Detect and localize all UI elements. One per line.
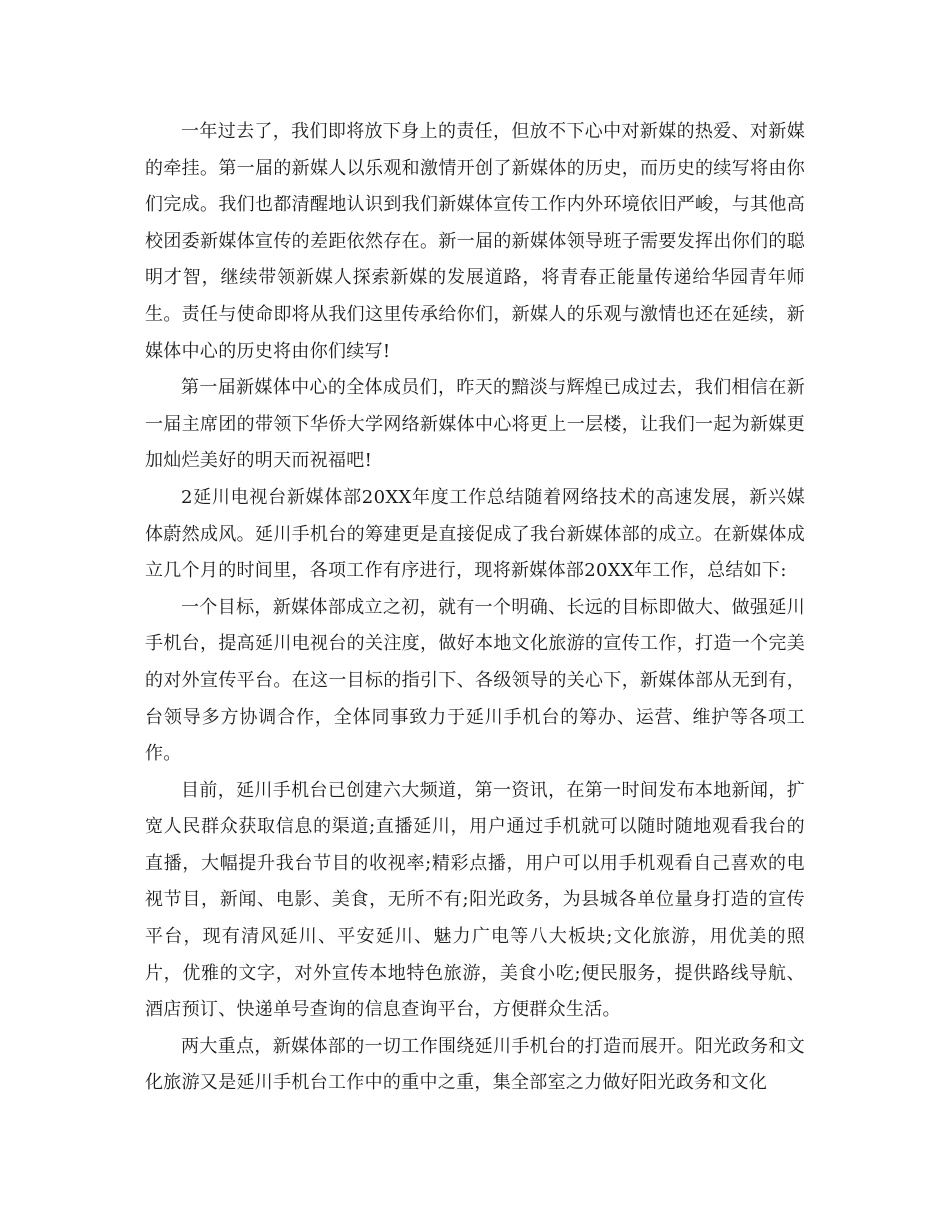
document-body: [145, 114, 805, 1102]
paragraph-1: 一年过去了，我们即将放下身上的责任，但放不下心中对新媒的热爱、对新媒的牵挂。第一届的新媒人以乐观和激情开创了新媒体的历史，而历史的续写将由你们完成。我们也都清醒地认识到我们新媒体宣传工作内外环境依旧严峻，与其他高校团委新媒体宣传的差距依然存在。新一届的新媒体领导班子需要发挥出你们的聪明才智，继续带领新媒人探索新媒的发展道路，将青春正能量传递给华园青年师生。责任与使命即将从我们这里传承给你们，新媒人的乐观与激情也还在延续，新媒体中心的历史将由你们续写!: [145, 121, 805, 362]
paragraph-5: 目前，延川手机台已创建六大频道，第一资讯，在第一时间发布本地新闻，扩宽人民群众获取信息的渠道;直播延川，用户通过手机就可以随时随地观看我台的直播，大幅提升我台节目的收视率;精彩点播，用户可以用手机观看自己喜欢的电视节目，新闻、电影、美食，无所不有;阳光政务，为县城各单位量身打造的宣传平台，现有清风延川、平安延川、魅力广电等八大板块;文化旅游，用优美的照片，优雅的文字，对外宣传本地特色旅游，美食小吃;便民服务，提供路线导航、酒店预订、快递单号查询的信息查询平台，方便群众生活。: [145, 779, 805, 1021]
paragraph-3: 2延川电视台新媒体部20XX年度工作总结随着网络技术的高速发展，新兴媒体蔚然成风。延川手机台的筹建更是直接促成了我台新媒体部的成立。在新媒体成立几个月的时间里，各项工作有序进行，现将新媒体部20XX年工作，总结如下:: [145, 486, 805, 582]
paragraph-2: 第一届新媒体中心的全体成员们，昨天的黯淡与辉煌已成过去，我们相信在新一届主席团的带领下华侨大学网络新媒体中心将更上一层楼，让我们一起为新媒更加灿烂美好的明天而祝福吧!: [145, 377, 805, 472]
paragraph-4: 一个目标，新媒体部成立之初，就有一个明确、长远的目标即做大、做强延川手机台，提高延川电视台的关注度，做好本地文化旅游的宣传工作，打造一个完美的对外宣传平台。在这一目标的指引下、各级领导的关心下，新媒体部从无到有，台领导多方协调合作，全体同事致力于延川手机台的筹办、运营、维护等各项工作。: [145, 596, 805, 765]
paragraph-6: 两大重点，新媒体部的一切工作围绕延川手机台的打造而展开。阳光政务和文化旅游又是延川手机台工作中的重中之重，集全部室之力做好阳光政务和文化: [145, 1035, 805, 1094]
